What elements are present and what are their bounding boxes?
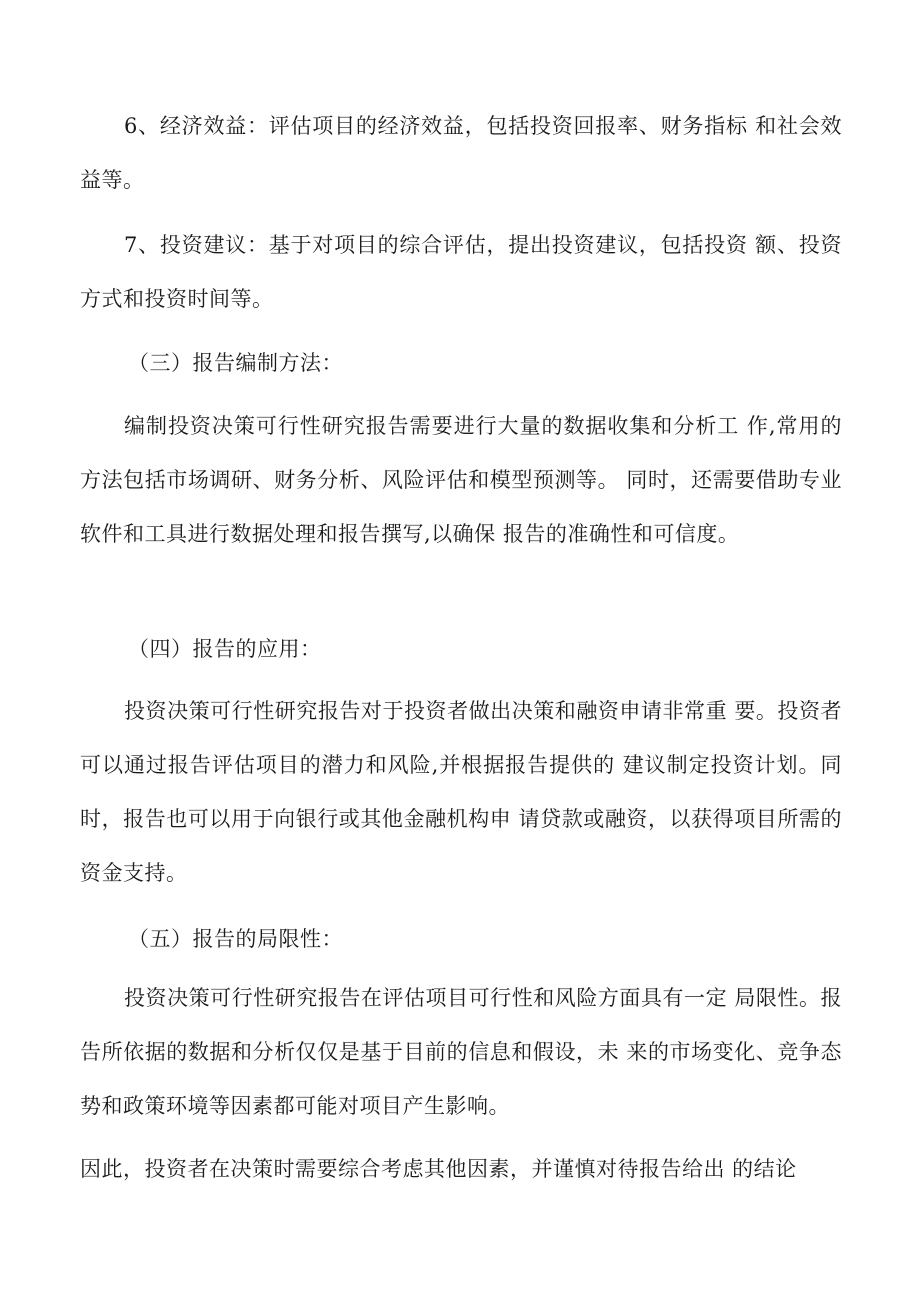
- paragraph-investment-advice: 7、投资建议：基于对项目的综合评估，提出投资建议，包括投资 额、投资方式和投资时间等。: [80, 233, 842, 311]
- paragraph-economic-benefits: 6、经济效益：评估项目的经济效益，包括投资回报率、财务指标 和社会效益等。: [80, 114, 842, 192]
- heading-report-limitations: （五）报告的局限性：: [128, 927, 343, 951]
- paragraph-report-method: 编制投资决策可行性研究报告需要进行大量的数据收集和分析工 作,常用的方法包括市场调研、财务分析、风险评估和模型预测等。 同时，还需要借助专业软件和工具进行数据处理和报告撰写,以确保 报告的准确性和可信度。: [80, 414, 842, 546]
- paragraph-report-application: 投资决策可行性研究报告对于投资者做出决策和融资申请非常重 要。投资者可以通过报告评估项目的潜力和风险,并根据报告提供的 建议制定投资计划。同时，报告也可以用于向银行或其他金融机构申 请贷款或融资，以获得项目所需的资金支持。: [80, 699, 842, 885]
- paragraph-conclusion: 因此，投资者在决策时需要综合考虑其他因素，并谨慎对待报告给出 的结论: [80, 1157, 797, 1181]
- heading-report-method: （三）报告编制方法：: [128, 351, 343, 375]
- paragraph-report-limitations: 投资决策可行性研究报告在评估项目可行性和风险方面具有一定 局限性。报告所依据的数据和分析仅仅是基于目前的信息和假设，未 来的市场变化、竞争态势和政策环境等因素都可能对项目产生影响。: [80, 986, 842, 1118]
- heading-report-application: （四）报告的应用：: [128, 637, 322, 661]
